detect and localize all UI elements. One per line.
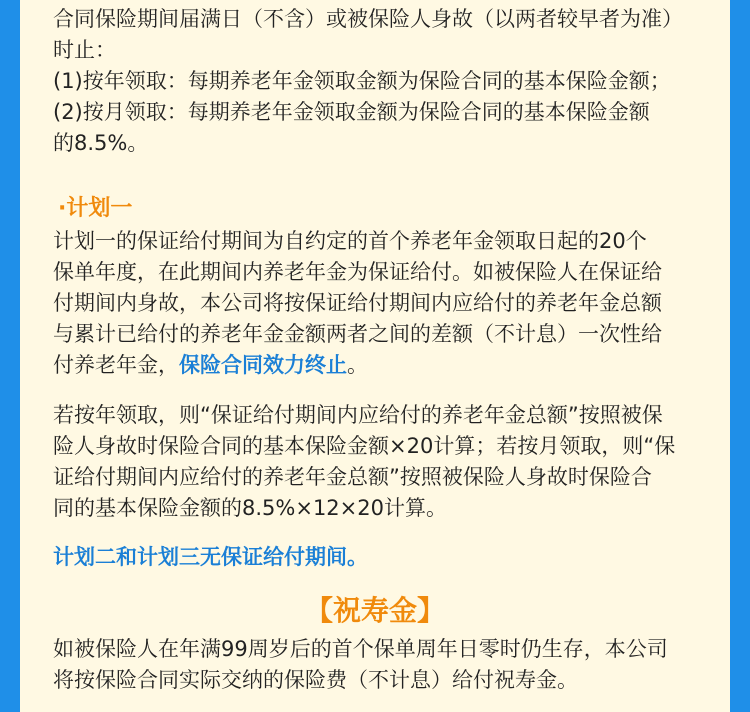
text-line: 的8.5%。 [53, 131, 149, 155]
text-line: 保单年度，在此期间内养老年金为保证给付。如被保险人在保证给 [53, 260, 662, 284]
text-line: 同的基本保险金额的8.5%×12×20计算。 [53, 496, 447, 520]
text-line: 付期间内身故，本公司将按保证给付期间内应给付的养老年金总额 [53, 291, 662, 315]
plan1-heading: ·计划一 [58, 196, 133, 221]
text-line: 险人身故时保险合同的基本保险金额×20计算；若按月领取，则“保 [53, 434, 676, 458]
intro-paragraph [53, 4, 725, 159]
text-line: (2)按月领取：每期养老年金领取金额为保险合同的基本保险金额 [53, 100, 650, 124]
text-line: 合同保险期间届满日（不含）或被保险人身故（以两者较早者为准） [53, 7, 683, 31]
plan1-paragraph-1 [53, 226, 725, 381]
plan1-paragraph-2 [53, 400, 725, 524]
text-fragment: 。 [347, 353, 368, 377]
text-line [53, 350, 725, 381]
text-line: 时止： [53, 38, 116, 62]
text-line: 若按年领取，则“保证给付期间内应给付的养老年金总额”按照被保 [53, 403, 663, 427]
text-line: 证给付期间内应给付的养老年金总额”按照被保险人身故时保险合 [53, 465, 652, 489]
text-line: 与累计已给付的养老年金金额两者之间的差额（不计息）一次性给 [53, 322, 662, 346]
text-line: 将按保险合同实际交纳的保险费（不计息）给付祝寿金。 [53, 668, 578, 692]
text-line: 如被保险人在年满99周岁后的首个保单周年日零时仍生存，本公司 [53, 637, 668, 661]
text-line: (1)按年领取：每期养老年金领取金额为保险合同的基本保险金额； [53, 69, 671, 93]
zhushou-section-title: 【祝寿金】 [304, 594, 445, 627]
text-line: 计划一的保证给付期间为自约定的首个养老年金领取日起的20个 [53, 229, 647, 253]
contract-terminated-highlight: 保险合同效力终止 [179, 353, 347, 377]
plan23-note: 计划二和计划三无保证给付期间。 [53, 545, 368, 569]
zhushou-paragraph [53, 634, 725, 696]
text-fragment: 付养老年金， [53, 353, 179, 377]
